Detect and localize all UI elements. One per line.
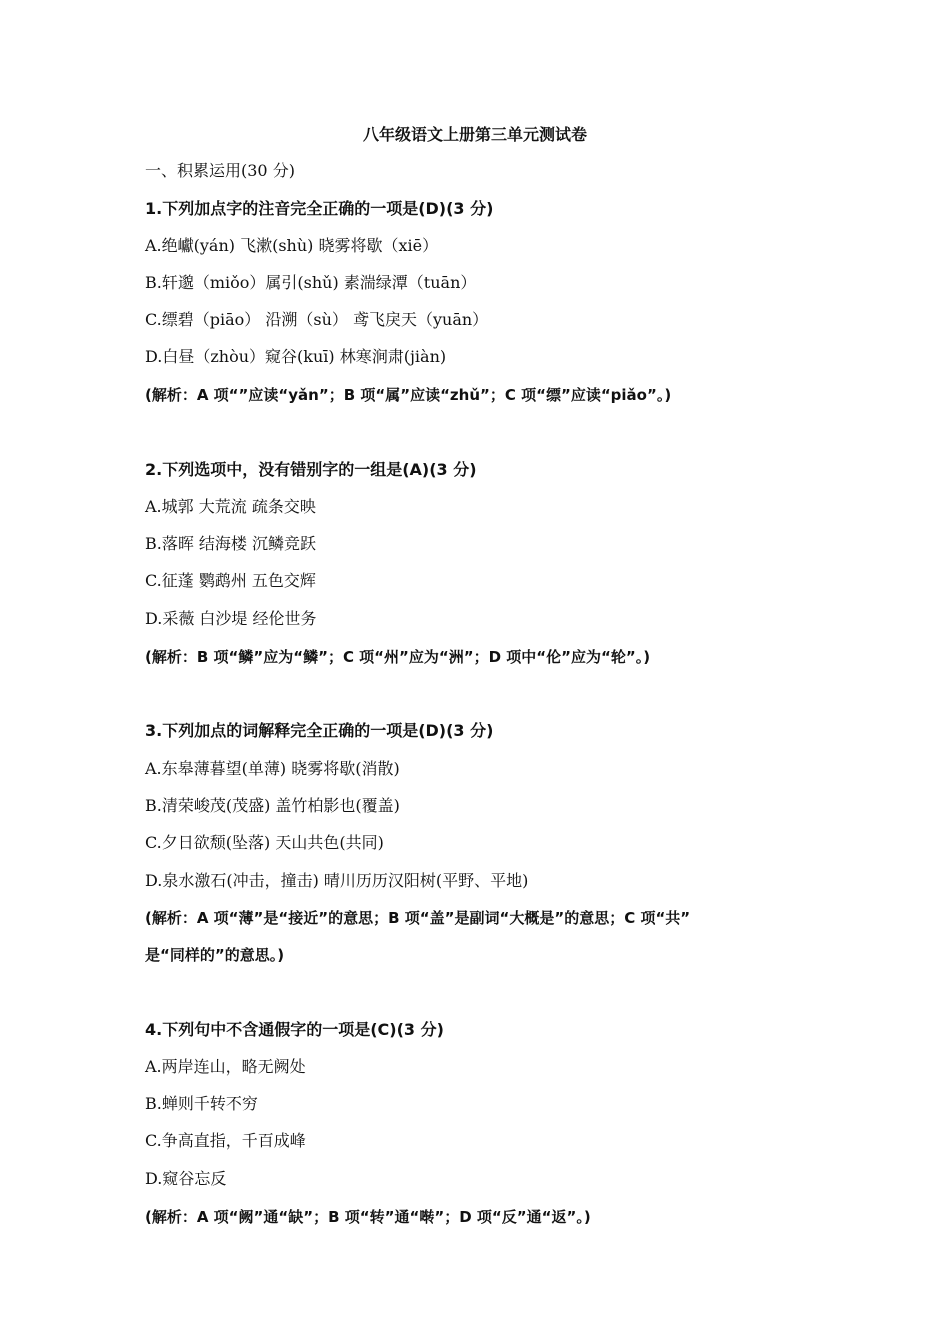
question-3-option-b: B.清荣峻茂(茂盛) 盖竹柏影也(覆盖) [145,796,400,815]
question-2-option-c: C.征蓬 鹦鹉州 五色交辉 [145,571,316,590]
question-4-option-a: A.两岸连山，略无阙处 [145,1057,306,1076]
question-4-option-c: C.争高直指，千百成峰 [145,1131,306,1150]
question-2-option-a: A.城郭 大荒流 疏条交映 [145,497,316,516]
question-1-option-d: D.白昼（zhòu）窥谷(kuī) 林寒涧肃(jiàn) [145,347,447,366]
question-4-option-d: D.窥谷忘反 [145,1169,227,1188]
question-4-stem: 4.下列句中不含通假字的一项是(C)(3 分) [145,1020,444,1039]
question-1-option-b: B.轩邈（miǒo）属引(shǔ) 素湍绿潭（tuān） [145,273,477,292]
question-3-option-c: C.夕日欲颓(坠落) 天山共色(共同) [145,833,384,852]
question-2-analysis: (解析：B 项“鳞”应为“鳞”；C 项“州”应为“洲”；D 项中“伦”应为“轮”。) [145,648,651,666]
question-3-analysis-line-1: (解析：A 项“薄”是“接近”的意思；B 项“盖”是副词“大概是”的意思；C 项“共” [145,909,691,927]
question-4-option-b: B.蝉则千转不穷 [145,1094,258,1113]
question-1-option-a: A.绝巘(yán) 飞漱(shù) 晓雾将歇（xiē） [145,236,439,255]
question-3-option-d: D.泉水激石(冲击，撞击) 晴川历历汉阳树(平野、平地) [145,871,529,890]
question-2-option-d: D.采薇 白沙堤 经伦世务 [145,609,317,628]
question-2-option-b: B.落晖 结海楼 沉鳞竞跃 [145,534,317,553]
question-4-analysis: (解析：A 项“阙”通“缺”；B 项“转”通“啭”；D 项“反”通“返”。) [145,1208,591,1226]
question-1-stem: 1.下列加点字的注音完全正确的一项是(D)(3 分) [145,199,494,218]
question-1-analysis: (解析：A 项“”应读“yǎn”；B 项“属”应读“zhǔ”；C 项“缥”应读“piǎo”。) [145,386,672,404]
question-3-option-a: A.东皋薄暮望(单薄) 晓雾将歇(消散) [145,759,400,778]
question-3-analysis-line-2: 是“同样的”的意思。) [145,946,285,964]
section-heading: 一、积累运用(30 分) [145,161,295,180]
question-2-stem: 2.下列选项中，没有错别字的一组是(A)(3 分) [145,460,477,479]
question-1-option-c: C.缥碧（piāo） 沿溯（sù） 鸢飞戾天（yuān） [145,310,489,329]
page-title: 八年级语文上册第三单元测试卷 [362,125,587,144]
question-3-stem: 3.下列加点的词解释完全正确的一项是(D)(3 分) [145,721,494,740]
